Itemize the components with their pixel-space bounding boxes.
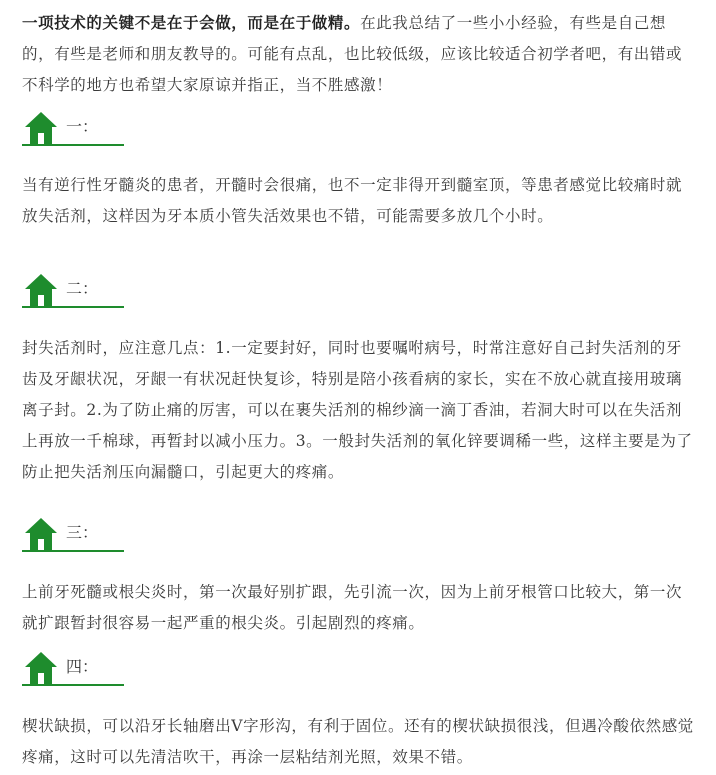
house-icon xyxy=(24,273,58,307)
heading-underline xyxy=(22,144,124,146)
intro-paragraph xyxy=(22,7,697,101)
section-heading-3 xyxy=(22,517,124,551)
house-icon xyxy=(24,517,58,551)
section-body-2: 封失活剂时，应注意几点：1.一定要封好，同时也要嘱咐病号，时常注意好自己封失活剂的牙齿及牙龈状况，牙龈一有状况赶快复诊，特别是陪小孩看病的家长，实在不放心就直接用玻璃离子封。2.为了防止痛的厉害，可以在裹失活剂的棉纱滴一滴丁香油，若洞大时可以在失活剂上再放一千棉球，再暂封以减小压力。3。一般封失活剂的氧化锌要调稀一些，这样主要是为了防止把失活剂压向漏髓口，引起更大的疼痛。 xyxy=(22,339,693,481)
section-heading-label: 三： xyxy=(66,523,99,542)
section-heading-label: 四： xyxy=(66,657,99,676)
intro-lead: 一项技术的关键不是在于会做，而是在于做精。 xyxy=(22,13,361,32)
section-heading-label: 一： xyxy=(66,117,99,136)
intro-text: 在此我总结了一些小小经验，有些是自己想的，有些是老师和朋友教导的。可能有点乱，也比较低级，应该比较适合初学者吧，有出错或不科学的地方也希望大家原谅并指正，当不胜感激！ xyxy=(22,14,683,94)
section-heading-label: 二： xyxy=(66,279,99,298)
heading-underline xyxy=(22,684,124,686)
heading-underline xyxy=(22,306,124,308)
section-heading-4 xyxy=(22,651,124,685)
heading-underline xyxy=(22,550,124,552)
section-body-1: 当有逆行性牙髓炎的患者，开髓时会很痛，也不一定非得开到髓室顶，等患者感觉比较痛时就放失活剂，这样因为牙本质小管失活效果也不错，可能需要多放几个小时。 xyxy=(22,176,683,225)
section-heading-1 xyxy=(22,111,124,145)
section-body-3: 上前牙死髓或根尖炎时，第一次最好别扩跟，先引流一次，因为上前牙根管口比较大，第一次就扩跟暂封很容易一起严重的根尖炎。引起剧烈的疼痛。 xyxy=(22,583,683,632)
section-heading-2 xyxy=(22,273,124,307)
section-body-4: 楔状缺损，可以沿牙长轴磨出V字形沟，有利于固位。还有的楔状缺损很浅，但遇冷酸依然感觉疼痛，这时可以先清洁吹干，再涂一层粘结剂光照，效果不错。 xyxy=(22,717,694,766)
house-icon xyxy=(24,111,58,145)
house-icon xyxy=(24,651,58,685)
